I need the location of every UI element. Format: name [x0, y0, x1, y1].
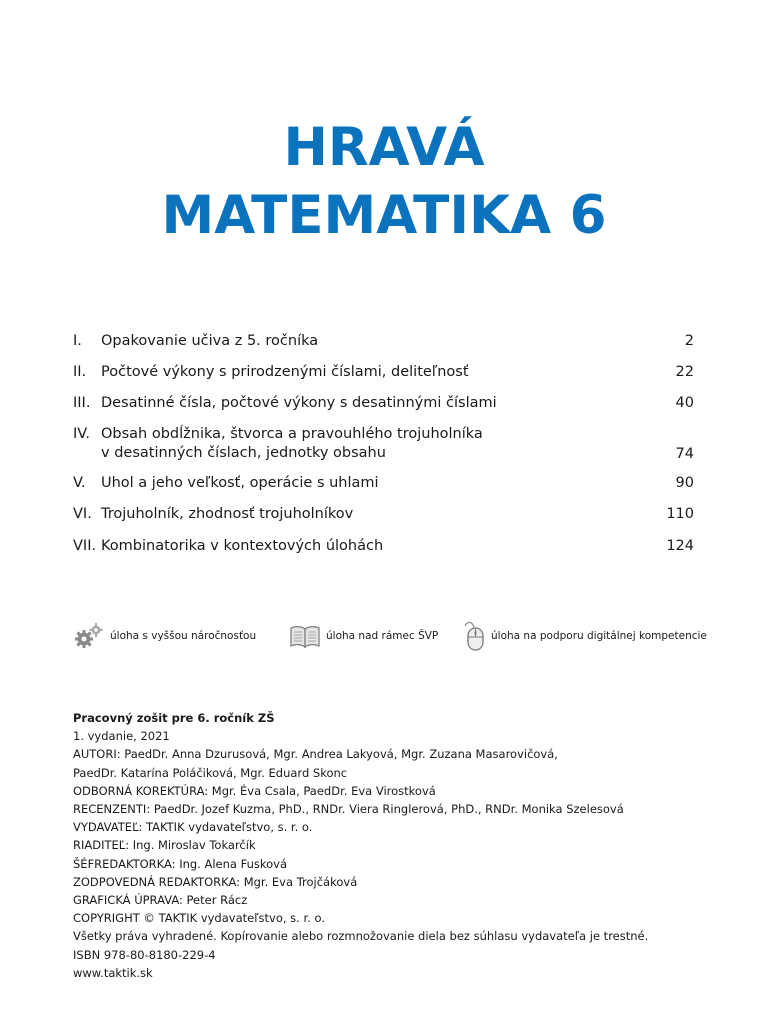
toc-number: VI.: [73, 506, 92, 522]
toc-title: Počtové výkony s prirodzenými číslami, deliteľnosť: [101, 364, 469, 380]
chief-editor: ŠÉFREDAKTORKA: Ing. Alena Fusková: [73, 856, 288, 871]
toc-page: 110: [666, 506, 694, 522]
authors-continued: PaedDr. Katarína Poláčiková, Mgr. Eduard Skonc: [73, 765, 348, 780]
title-line-2: MATEMATIKA 6: [161, 185, 607, 246]
toc-title: Obsah obdĺžnika, štvorca a pravouhlého trojuholníka: [101, 426, 483, 442]
colophon-heading: Pracovný zošit pre 6. ročník ZŠ: [73, 711, 275, 725]
toc-title: Uhol a jeho veľkosť, operácie s uhlami: [101, 475, 379, 491]
toc-title: Kombinatorika v kontextových úlohách: [101, 538, 384, 554]
graphic-design: GRAFICKÁ ÚPRAVA: Peter Rácz: [73, 893, 248, 908]
colophon: [73, 709, 693, 982]
computer-mouse-icon: [459, 620, 487, 655]
toc-number: IV.: [73, 426, 90, 442]
edition: 1. vydanie, 2021: [73, 729, 170, 744]
toc-item-4[interactable]: [73, 424, 694, 464]
director: RIADITEĽ: Ing. Miroslav Tokarčík: [73, 838, 256, 853]
toc-title: Trojuholník, zhodnosť trojuholníkov: [101, 506, 354, 522]
toc-title-continued: v desatinných číslach, jednotky obsahu: [101, 445, 386, 461]
authors: AUTORI: PaedDr. Anna Dzurusová, Mgr. Andrea Lakyová, Mgr. Zuzana Masarovičová,: [73, 747, 558, 762]
copyright: COPYRIGHT © TAKTIK vydavateľstvo, s. r. o.: [73, 911, 325, 926]
open-book-icon: [289, 625, 321, 652]
responsible-editor: ZODPOVEDNÁ REDAKTORKA: Mgr. Eva Trojčáková: [73, 874, 358, 889]
toc-page: 22: [675, 364, 694, 380]
toc-page: 40: [675, 395, 694, 411]
toc-item-3[interactable]: [73, 393, 694, 413]
toc-item-5[interactable]: [73, 473, 694, 493]
toc-item-6[interactable]: [73, 504, 694, 524]
legend-label: úloha na podporu digitálnej kompetencie: [491, 630, 707, 642]
reviewers: RECENZENTI: PaedDr. Jozef Kuzma, PhD., RNDr. Viera Ringlerová, PhD., RNDr. Monika Szelesová: [73, 802, 624, 817]
toc-number: II.: [73, 364, 87, 380]
gears-icon: [73, 622, 105, 653]
toc-number: VII.: [73, 538, 97, 554]
legend-item-beyond-curriculum: [289, 624, 449, 650]
toc-page: 124: [666, 538, 694, 554]
proofreading: ODBORNÁ KOREKTÚRA: Mgr. Éva Csala, PaedDr. Eva Virostková: [73, 783, 436, 798]
legend-label: úloha nad rámec ŠVP: [326, 630, 439, 642]
legend-label: úloha s vyššou náročnosťou: [110, 630, 257, 642]
publisher: VYDAVATEĽ: TAKTIK vydavateľstvo, s. r. o.: [73, 820, 313, 835]
toc-page: 90: [675, 475, 694, 491]
rights-notice: Všetky práva vyhradené. Kopírovanie alebo rozmnožovanie diela bez súhlasu vydavateľa je trestné.: [73, 929, 649, 944]
legend-item-digital: [459, 624, 707, 650]
toc-page: 74: [675, 446, 694, 462]
toc-page: 2: [684, 333, 694, 349]
toc-item-2[interactable]: [73, 362, 694, 382]
website-link[interactable]: www.taktik.sk: [73, 965, 153, 980]
legend-item-difficult: [73, 624, 273, 650]
toc-title: Desatinné čísla, počtové výkony s desatinnými číslami: [101, 395, 497, 411]
toc-number: I.: [73, 333, 82, 349]
toc-item-1[interactable]: [73, 331, 694, 351]
toc-number: III.: [73, 395, 91, 411]
title-line-1: HRAVÁ: [283, 117, 485, 178]
isbn: ISBN 978-80-8180-229-4: [73, 947, 216, 962]
toc-item-7[interactable]: [73, 536, 694, 556]
toc-title: Opakovanie učiva z 5. ročníka: [101, 333, 319, 349]
toc-number: V.: [73, 475, 86, 491]
